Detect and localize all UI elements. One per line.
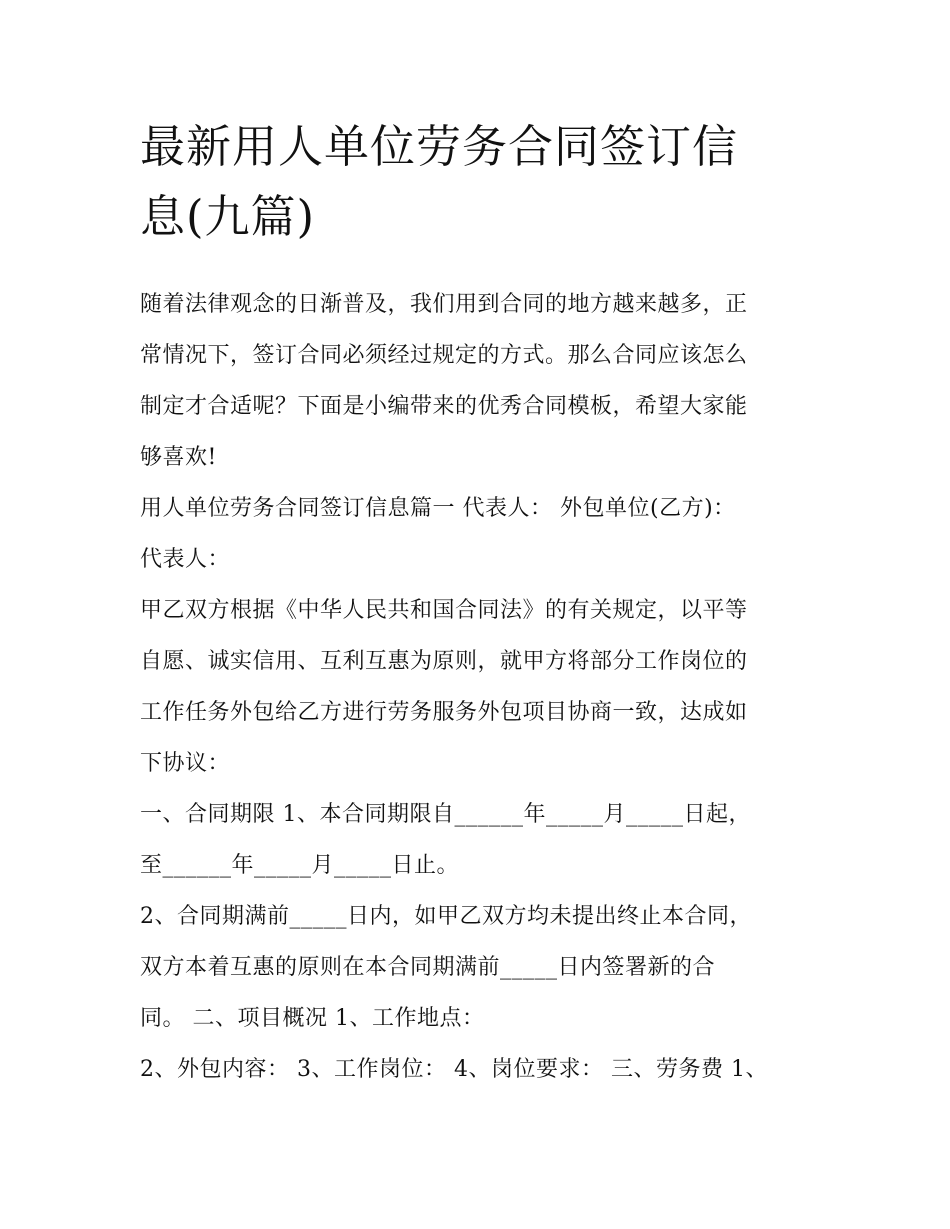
text-line: 一、合同期限 1、本合同期限自______年_____月_____日起，: [140, 802, 751, 827]
document-body: [140, 279, 820, 1095]
renewal-paragraph: [140, 891, 820, 1044]
text-line: 代表人：: [140, 547, 231, 572]
text-line: 用人单位劳务合同签订信息篇一 代表人： 外包单位(乙方)：: [140, 496, 736, 521]
title-line-1: 最新用人单位劳务合同签订信: [140, 120, 739, 173]
text-line: 工作任务外包给乙方进行劳务服务外包项目协商一致，达成如: [140, 700, 748, 725]
text-line: 自愿、诚实信用、互利互惠为原则，就甲方将部分工作岗位的: [140, 649, 748, 674]
text-line: 同。 二、项目概况 1、工作地点：: [140, 1006, 485, 1031]
scope-paragraph: [140, 1044, 820, 1095]
text-line: 够喜欢!: [140, 445, 217, 470]
intro-paragraph: [140, 279, 820, 483]
text-line: 制定才合适呢？下面是小编带来的优秀合同模板，希望大家能: [140, 394, 748, 419]
title-line-2: 息(九篇): [140, 190, 316, 243]
text-line: 2、外包内容： 3、工作岗位： 4、岗位要求： 三、劳务费 1、: [140, 1057, 768, 1082]
agreement-paragraph: [140, 585, 820, 789]
text-line: 至______年_____月_____日止。: [140, 853, 460, 878]
text-line: 甲乙双方根据《中华人民共和国合同法》的有关规定，以平等: [140, 598, 748, 623]
text-line: 2、合同期满前_____日内，如甲乙双方均未提出终止本合同，: [140, 904, 752, 929]
text-line: 下协议：: [140, 751, 231, 776]
document-title: [140, 112, 820, 252]
term-paragraph: [140, 789, 820, 891]
text-line: 常情况下，签订合同必须经过规定的方式。那么合同应该怎么: [140, 343, 748, 368]
text-line: 双方本着互惠的原则在本合同期满前_____日内签署新的合: [140, 955, 716, 980]
parties-paragraph: [140, 483, 820, 585]
text-line: 随着法律观念的日渐普及，我们用到合同的地方越来越多，正: [140, 292, 748, 317]
